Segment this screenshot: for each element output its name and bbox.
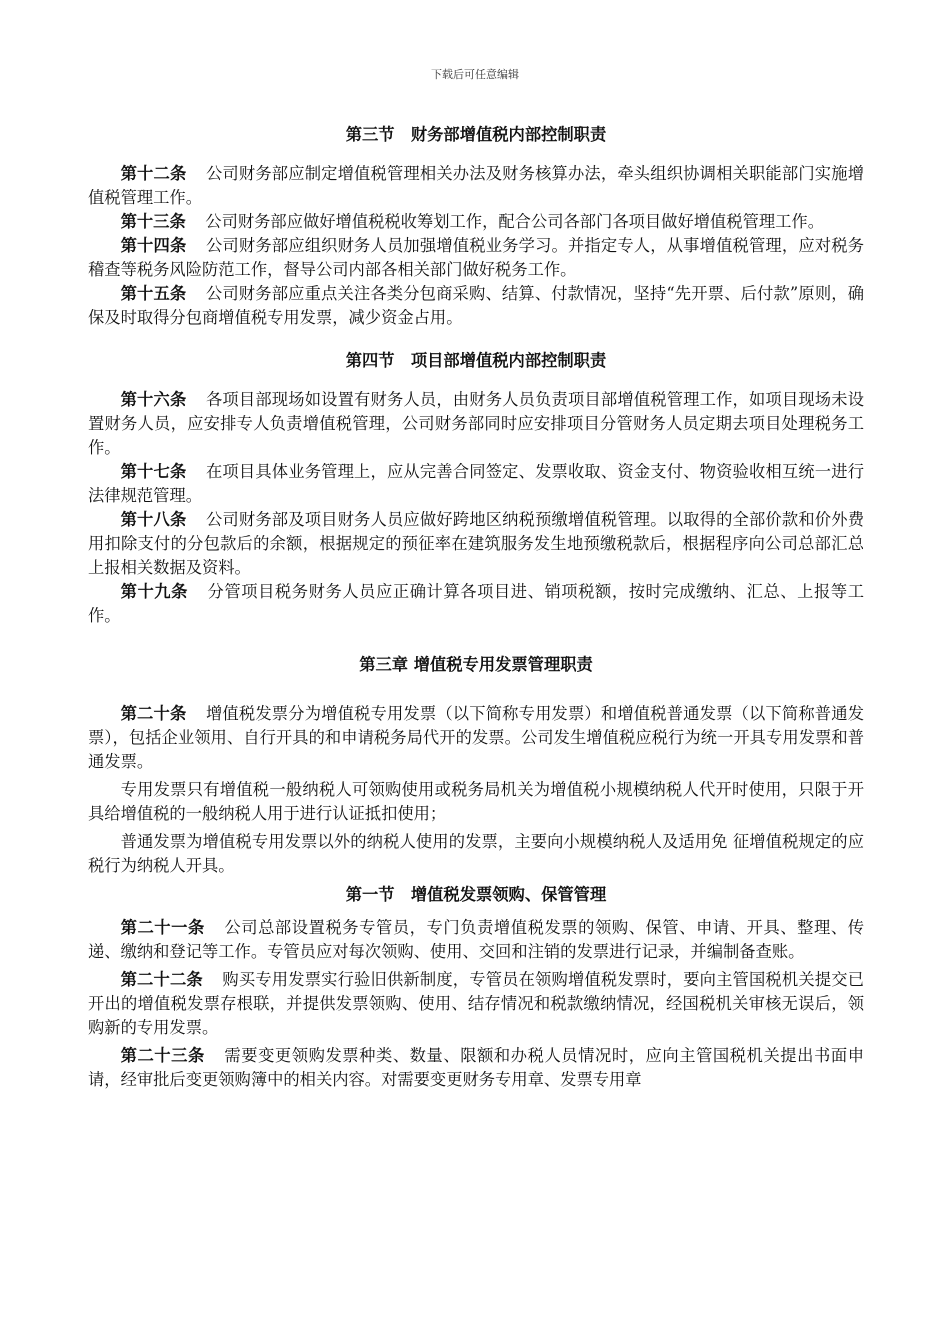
chapter-3-heading: 第三章 增值税专用发票管理职责 — [359, 655, 593, 674]
article-text: 需要变更领购发票种类、数量、限额和办税人员情况时，应向主管国税机关提出书面申请，经审批后变更领购簿中的相关内容。对需要变更财务专用章、发票专用章 — [88, 1046, 864, 1089]
article-number: 第十七条 — [120, 462, 187, 481]
article-text: 分管项目税务财务人员应正确计算各项目进、销项税额，按时完成缴纳、汇总、上报等工作。 — [88, 582, 864, 625]
article-14 — [88, 234, 864, 282]
article-number: 第二十一条 — [120, 918, 205, 937]
article-text: 公司财务部及项目财务人员应做好跨地区纳税预缴增值税管理。以取得的全部价款和价外费用扣除支付的分包款后的余额，根据规定的预征率在建筑服务发生地预缴税款后，根据程序向公司总部汇总上报相关数据及资料。 — [88, 510, 864, 577]
article-number: 第十八条 — [120, 510, 187, 529]
article-text: 在项目具体业务管理上，应从完善合同签定、发票收取、资金支付、物资验收相互统一进行法律规范管理。 — [88, 462, 864, 505]
article-number: 第二十条 — [120, 704, 187, 723]
article-text: 公司财务部应组织财务人员加强增值税业务学习。并指定专人，从事增值税管理，应对税务稽查等税务风险防范工作，督导公司内部各相关部门做好税务工作。 — [88, 236, 864, 279]
section-4-heading: 第四节 项目部增值税内部控制职责 — [345, 351, 607, 370]
article-text: 增值税发票分为增值税专用发票（以下简称专用发票）和增值税普通发票（以下简称普通发票），包括企业领用、自行开具的和申请税务局代开的发票。公司发生增值税应税行为统一开具专用发票和普通发票。 — [88, 704, 864, 771]
article-number: 第十九条 — [120, 582, 188, 601]
article-13 — [88, 210, 864, 234]
page-header-note: 下载后可任意编辑 — [431, 68, 519, 81]
ordinary-invoice-paragraph: 普通发票为增值税专用发票以外的纳税人使用的发票，主要向小规模纳税人及适用免 征增值税规定的应税行为纳税人开具。 — [88, 832, 864, 875]
article-text: 公司总部设置税务专管员，专门负责增值税发票的领购、保管、申请、开具、整理、传递、缴纳和登记等工作。专管员应对每次领购、使用、交回和注销的发票进行记录，并编制备查账。 — [88, 918, 864, 961]
article-number: 第十四条 — [120, 236, 187, 255]
article-text: 购买专用发票实行验旧供新制度，专管员在领购增值税发票时，要向主管国税机关提交已开出的增值税发票存根联，并提供发票领购、使用、结存情况和税款缴纳情况，经国税机关审核无误后，领购新的专用发票。 — [88, 970, 864, 1037]
document-body — [88, 118, 864, 1092]
article-number: 第二十三条 — [120, 1046, 205, 1065]
section-1-heading: 第一节 增值税发票领购、保管管理 — [345, 885, 607, 904]
article-text: 公司财务部应重点关注各类分包商采购、结算、付款情况，坚持“先开票、后付款”原则，确保及时取得分包商增值税专用发票，减少资金占用。 — [88, 284, 864, 327]
article-17 — [88, 460, 864, 508]
article-22 — [88, 968, 864, 1040]
article-text: 公司财务部应做好增值税税收筹划工作，配合公司各部门各项目做好增值税管理工作。 — [205, 212, 824, 231]
special-invoice-paragraph: 专用发票只有增值税一般纳税人可领购使用或税务局机关为增值税小规模纳税人代开时使用，只限于开具给增值税的一般纳税人用于进行认证抵扣使用； — [88, 780, 864, 823]
article-20 — [88, 702, 864, 774]
article-number: 第二十二条 — [120, 970, 203, 989]
article-15 — [88, 282, 864, 330]
article-16 — [88, 388, 864, 460]
article-19 — [88, 580, 864, 628]
article-number: 第十三条 — [120, 212, 186, 231]
article-21 — [88, 916, 864, 964]
article-18 — [88, 508, 864, 580]
article-23 — [88, 1044, 864, 1092]
section-3-heading: 第三节 财务部增值税内部控制职责 — [345, 125, 607, 144]
article-12 — [88, 162, 864, 210]
article-number: 第十二条 — [120, 164, 187, 183]
article-number: 第十六条 — [120, 390, 187, 409]
article-text: 各项目部现场如设置有财务人员，由财务人员负责项目部增值税管理工作，如项目现场未设置财务人员，应安排专人负责增值税管理，公司财务部同时应安排项目分管财务人员定期去项目处理税务工作。 — [88, 390, 864, 457]
article-text: 公司财务部应制定增值税管理相关办法及财务核算办法，牵头组织协调相关职能部门实施增值税管理工作。 — [88, 164, 864, 207]
article-number: 第十五条 — [120, 284, 187, 303]
